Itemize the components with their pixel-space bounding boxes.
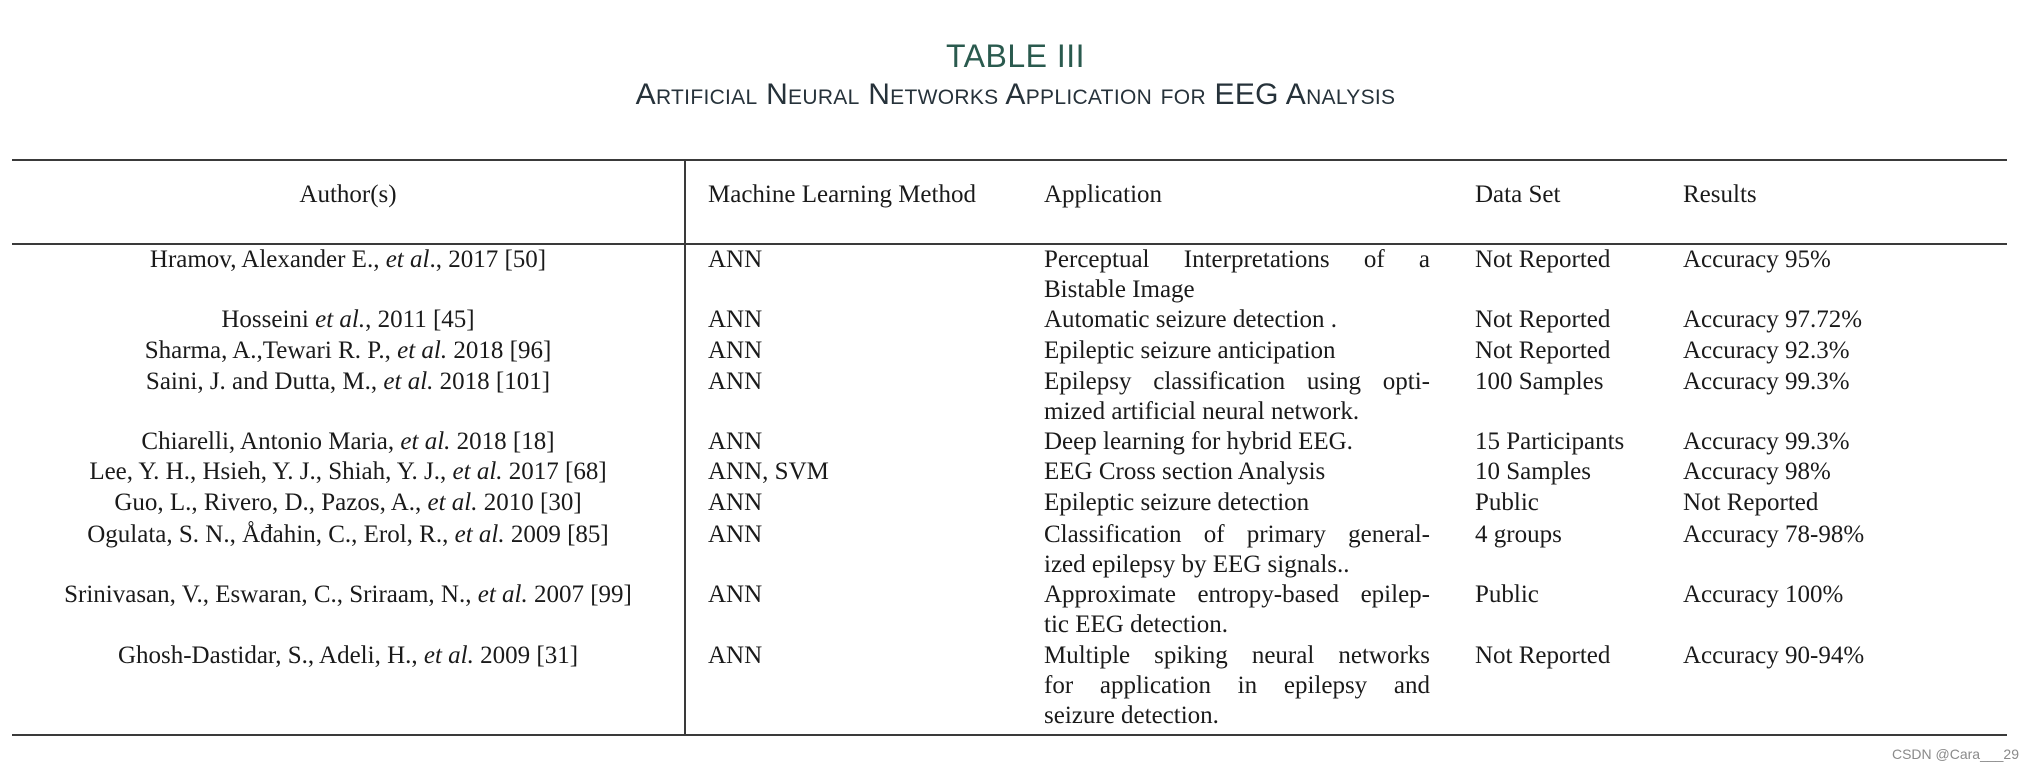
author-et-al: et al. [400,428,451,455]
cell-author [12,520,684,550]
table-title: Artificial Neural Networks Application for EEG Analysis [635,78,1396,111]
cell-application [1044,427,1430,457]
cell-application [1044,457,1430,487]
cell-method: ANN [708,521,763,548]
application-line: Deep learning for hybrid EEG. [1044,428,1353,455]
application-line: Bistable Image [1044,276,1195,303]
cell-author [12,305,684,335]
cell-author [12,245,684,275]
cell-application [1044,245,1430,305]
application-line: Epileptic seizure detection [1044,489,1310,516]
cell-method: ANN, SVM [708,458,829,485]
cell-application [1044,336,1430,366]
author-year-ref: 2017 [68] [502,458,607,485]
author-names: Ogulata, S. N., Åđahin, C., Erol, R., [87,521,455,548]
cell-method: ANN [708,337,763,364]
author-et-al: et al. [397,337,448,364]
cell-dataset: Not Reported [1475,642,1611,669]
author-year-ref: ., 2017 [50] [429,246,547,273]
cell-results: Accuracy 99.3% [1683,428,1850,455]
cell-results: Not Reported [1683,489,1819,516]
author-et-al: et al. [452,458,503,485]
cell-application [1044,305,1430,335]
author-year-ref: 2007 [99] [527,581,632,608]
header-author: Author(s) [299,181,397,208]
cell-method: ANN [708,246,763,273]
cell-author [12,488,684,518]
author-year-ref: 2010 [30] [477,489,582,516]
cell-method: ANN [708,581,763,608]
application-line: Classification of primary general- [1044,521,1430,548]
author-et-al: et al [385,246,430,273]
author-year-ref: 2018 [101] [433,368,551,395]
application-line: Epileptic seizure anticipation [1044,337,1336,364]
author-year-ref: 2018 [96] [447,337,552,364]
cell-results: Accuracy 78-98% [1683,521,1865,548]
application-line: mized artificial neural network. [1044,398,1360,425]
cell-method: ANN [708,642,763,669]
header-method: Machine Learning Method [708,181,976,208]
table-bottom-rule [12,734,2007,736]
author-names: Chiarelli, Antonio Maria, [141,428,401,455]
watermark: CSDN @Cara___29 [1891,746,2019,762]
application-line: seizure detection. [1044,702,1219,729]
cell-application [1044,641,1430,731]
application-line: for application in epilepsy and [1044,672,1430,699]
cell-results: Accuracy 97.72% [1683,306,1863,333]
author-et-al: et al. [423,642,474,669]
cell-author [12,457,684,487]
cell-dataset: Not Reported [1475,246,1611,273]
cell-application [1044,367,1430,427]
author-year-ref: 2009 [85] [504,521,609,548]
cell-author [12,367,684,397]
cell-method: ANN [708,306,763,333]
cell-author [12,641,684,671]
author-et-al: et al. [477,581,528,608]
application-line: EEG Cross section Analysis [1044,458,1326,485]
author-et-al: et al. [454,521,505,548]
author-names: Srinivasan, V., Eswaran, C., Sriraam, N., [64,581,478,608]
cell-application [1044,520,1430,580]
author-year-ref: , 2011 [45] [365,306,475,333]
table-column-divider [684,159,686,736]
author-year-ref: 2018 [18] [450,428,555,455]
cell-dataset: 10 Samples [1475,458,1591,485]
cell-dataset: Not Reported [1475,337,1611,364]
table-top-rule [12,159,2007,161]
header-application: Application [1044,181,1163,208]
author-et-al: et al. [427,489,478,516]
cell-dataset: 4 groups [1475,521,1562,548]
application-line: Perceptual Interpretations of a [1044,246,1430,273]
author-names: Saini, J. and Dutta, M., [145,368,384,395]
header-results: Results [1683,181,1757,208]
cell-dataset: Not Reported [1475,306,1611,333]
cell-dataset: 100 Samples [1475,368,1604,395]
cell-method: ANN [708,368,763,395]
cell-dataset: Public [1475,581,1539,608]
cell-dataset: Public [1475,489,1539,516]
application-line: Epilepsy classification using opti- [1044,368,1430,395]
author-names: Hosseini [221,306,316,333]
author-et-al: et al. [315,306,366,333]
cell-results: Accuracy 100% [1683,581,1844,608]
cell-dataset: 15 Participants [1475,428,1625,455]
table-number: TABLE III [945,38,1086,74]
author-names: Sharma, A.,Tewari R. P., [144,337,398,364]
author-names: Ghosh-Dastidar, S., Adeli, H., [117,642,424,669]
application-line: Approximate entropy-based epilep- [1044,581,1430,608]
author-et-al: et al. [383,368,434,395]
application-line: Automatic seizure detection . [1044,306,1337,333]
cell-application [1044,580,1430,640]
cell-application [1044,488,1430,518]
application-line: Multiple spiking neural networks [1044,642,1430,669]
author-names: Guo, L., Rivero, D., Pazos, A., [114,489,428,516]
cell-results: Accuracy 92.3% [1683,337,1850,364]
cell-results: Accuracy 98% [1683,458,1831,485]
header-dataset: Data Set [1475,181,1561,208]
cell-results: Accuracy 99.3% [1683,368,1850,395]
cell-author [12,427,684,457]
author-names: Lee, Y. H., Hsieh, Y. J., Shiah, Y. J., [89,458,453,485]
cell-author [12,336,684,366]
cell-method: ANN [708,428,763,455]
application-line: tic EEG detection. [1044,611,1228,638]
application-line: ized epilepsy by EEG signals.. [1044,551,1350,578]
author-year-ref: 2009 [31] [473,642,579,669]
cell-results: Accuracy 95% [1683,246,1831,273]
cell-author [12,580,684,610]
author-names: Hramov, Alexander E., [149,246,386,273]
cell-results: Accuracy 90-94% [1683,642,1865,669]
cell-method: ANN [708,489,763,516]
